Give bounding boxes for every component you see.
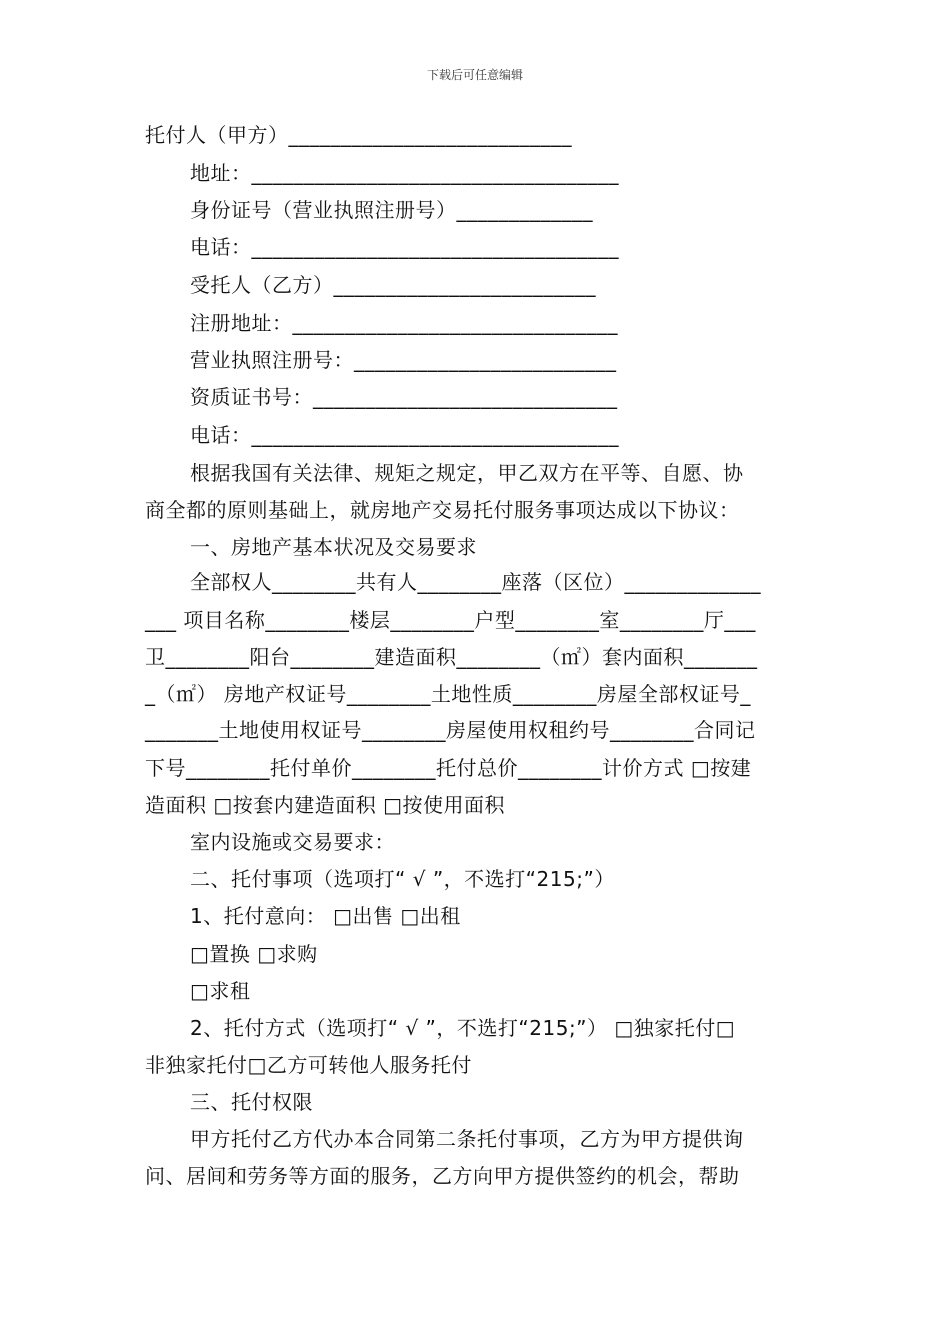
paragraph-line: 造面积 □按套内建造面积 □按使用面积 [145, 793, 506, 817]
section-heading: 二、托付事项（选项打“ √ ”，不选打“215;”） [190, 867, 615, 891]
paragraph-line: ___ 项目名称________楼层________户型________室________厅___ [145, 608, 756, 632]
paragraph-line: _______土地使用权证号________房屋使用权租约号________合同记 [145, 718, 756, 742]
phone-line-b: 电话：___________________________________ [190, 423, 619, 447]
paragraph-line: 2、托付方式（选项打“ √ ”，不选打“215;”） □独家托付□ [190, 1016, 736, 1040]
paragraph-line: 根据我国有关法律、规矩之规定，甲乙双方在平等、自愿、协 [190, 461, 744, 485]
paragraph-line: □求租 [190, 979, 251, 1003]
paragraph-line: □置换 □求购 [190, 942, 318, 966]
paragraph-line: 全部权人________共有人________座落（区位）_____________ [190, 570, 761, 594]
paragraph-line: 甲方托付乙方代办本合同第二条托付事项，乙方为甲方提供询 [190, 1127, 744, 1151]
page-header: 下载后可任意编辑 [426, 68, 523, 82]
section-heading: 一、房地产基本状况及交易要求 [190, 535, 477, 559]
section-heading: 三、托付权限 [190, 1090, 313, 1114]
paragraph-line: 非独家托付□乙方可转他人服务托付 [145, 1053, 472, 1077]
paragraph-line: 商全都的原则基础上，就房地产交易托付服务事项达成以下协议： [145, 498, 740, 522]
party-a-line: 托付人（甲方）___________________________ [145, 123, 572, 147]
qualification-line: 资质证书号：_____________________________ [190, 385, 618, 409]
phone-line: 电话：___________________________________ [190, 235, 619, 259]
party-b-line: 受托人（乙方）_________________________ [190, 273, 596, 297]
address-line: 地址：___________________________________ [190, 161, 619, 185]
license-number-line: 营业执照注册号：_________________________ [190, 348, 617, 372]
paragraph-line: 室内设施或交易要求： [190, 830, 395, 854]
paragraph-line: 问、居间和劳务等方面的服务，乙方向甲方提供签约的机会，帮助 [145, 1164, 740, 1188]
paragraph-line: 下号________托付单价________托付总价________计价方式 □按建 [145, 756, 752, 780]
id-number-line: 身份证号（营业执照注册号）_____________ [190, 198, 593, 222]
paragraph-line: 卫________阳台________建造面积________（㎡）套内面积_______ [145, 645, 758, 669]
paragraph-line: _（㎡） 房地产权证号________土地性质________房屋全部权证号_ [145, 682, 751, 706]
registered-address-line: 注册地址：_______________________________ [190, 311, 618, 335]
paragraph-line: 1、托付意向： □出售 □出租 [190, 904, 461, 928]
